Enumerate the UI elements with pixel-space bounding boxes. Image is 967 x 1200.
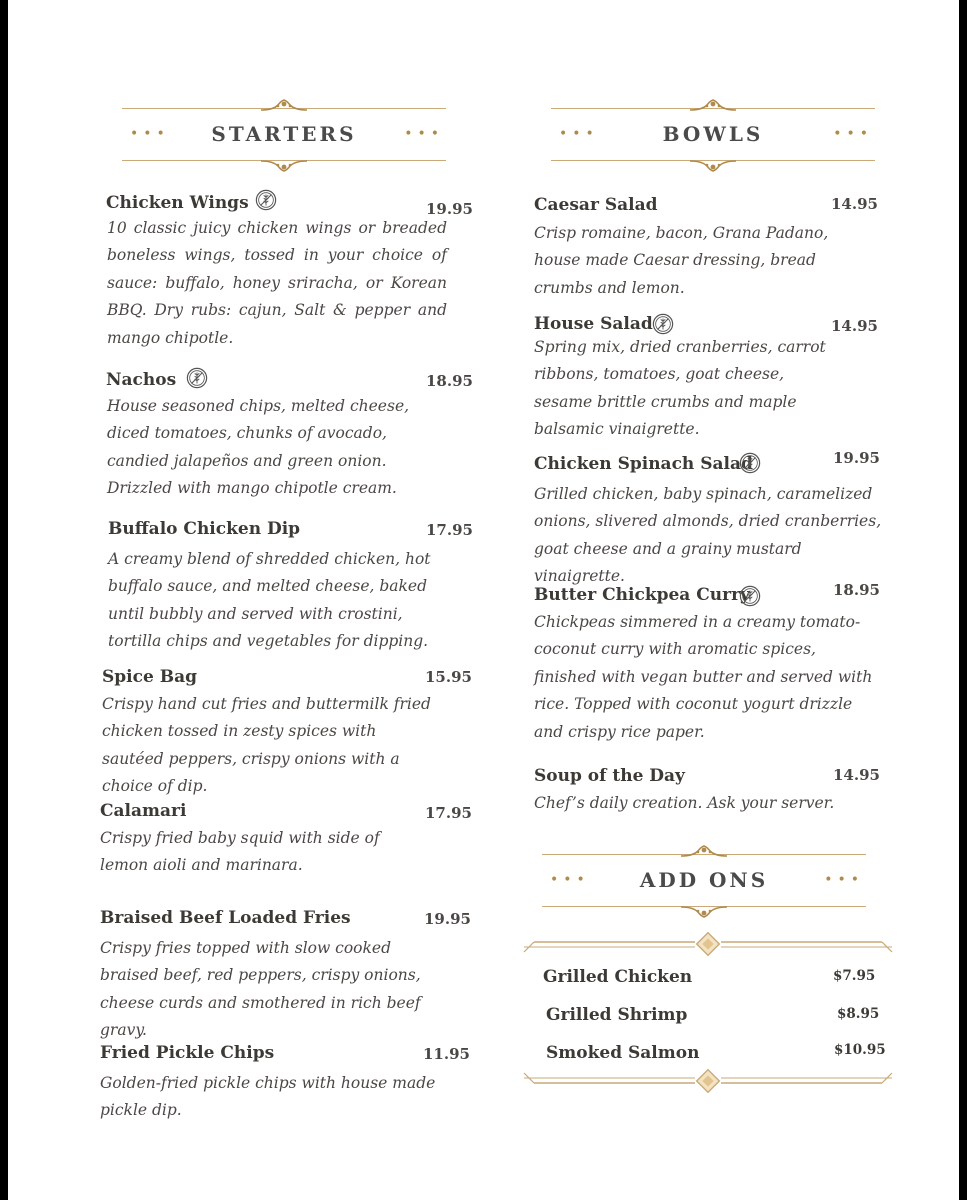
item-price: 19.95 xyxy=(833,449,880,467)
item-description: 10 classic juicy chicken wings or breaded boneless wings, tossed in your choice of sauce: buffalo, honey sriracha, or Korean BBQ. Dry rubs: cajun, Salt & pepper and mango chipotle. xyxy=(107,219,447,347)
item-price: 14.95 xyxy=(831,317,878,335)
item-description: Crispy fries topped with slow cooked braised beef, red peppers, crispy onions, cheese curds and smothered in rich beef gravy. xyxy=(100,939,421,1040)
item-name: Chicken Wings xyxy=(106,193,249,213)
item-description: House seasoned chips, melted cheese, diced tomatoes, chunks of avocado, candied jalapeños and green onion. Drizzled with mango chipotle cream. xyxy=(107,397,410,498)
item-name: Butter Chickpea Curry xyxy=(534,585,750,605)
dots-right: ••• xyxy=(404,126,444,142)
addon-name: Grilled Shrimp xyxy=(546,1005,688,1025)
item-price: 18.95 xyxy=(426,372,473,390)
dots-right: ••• xyxy=(824,872,864,888)
item-price: 19.95 xyxy=(426,200,473,218)
addon-name: Grilled Chicken xyxy=(543,967,693,987)
item-price: 11.95 xyxy=(423,1045,470,1063)
gluten-free-icon xyxy=(739,585,761,607)
item-name: Buffalo Chicken Dip xyxy=(108,519,301,539)
item-description: Spring mix, dried cranberries, carrot ribbons, tomatoes, goat cheese, sesame brittle crumbs and maple balsamic vinaigrette. xyxy=(534,338,826,439)
item-description: Grilled chicken, baby spinach, caramelized onions, slivered almonds, dried cranberries, goat cheese and a grainy mustard vinaigrette. xyxy=(534,485,882,586)
item-name: Braised Beef Loaded Fries xyxy=(100,908,351,928)
gluten-free-icon xyxy=(739,452,761,474)
bowls-header xyxy=(551,98,875,170)
item-price: 18.95 xyxy=(833,581,880,599)
ornament-icon xyxy=(688,160,738,172)
addons-header xyxy=(542,844,866,916)
deco-frame-bottom xyxy=(520,1066,896,1096)
item-description: Crispy fried baby squid with side of lemon aioli and marinara. xyxy=(100,829,380,875)
item-name: Chicken Spinach Salad xyxy=(534,454,753,474)
item-name: Calamari xyxy=(100,801,187,821)
item-name: Nachos xyxy=(106,370,177,390)
item-price: 19.95 xyxy=(424,910,471,928)
item-price: 15.95 xyxy=(425,668,472,686)
ornament-icon xyxy=(688,99,738,111)
deco-frame-top xyxy=(520,930,896,960)
addon-price: $7.95 xyxy=(833,968,876,984)
item-name: Fried Pickle Chips xyxy=(100,1043,275,1063)
ornament-icon xyxy=(259,99,309,111)
addon-name: Smoked Salmon xyxy=(546,1043,700,1063)
menu-page xyxy=(8,0,959,1200)
item-description: A creamy blend of shredded chicken, hot buffalo sauce, and melted cheese, baked until bubbly and served with crostini, tortilla chips and vegetables for dipping. xyxy=(108,550,431,651)
item-name: Spice Bag xyxy=(102,667,197,687)
gluten-free-icon xyxy=(255,189,277,211)
addon-price: $8.95 xyxy=(837,1006,880,1022)
item-price: 14.95 xyxy=(831,195,878,213)
item-name: Soup of the Day xyxy=(534,766,685,786)
ornament-icon xyxy=(679,845,729,857)
item-name: House Salad xyxy=(534,314,653,334)
dots-right: ••• xyxy=(833,126,873,142)
section-title: ADD ONS xyxy=(639,868,769,892)
dots-left: ••• xyxy=(130,126,170,142)
item-price: 14.95 xyxy=(833,766,880,784)
item-description: Chickpeas simmered in a creamy tomato-coconut curry with aromatic spices, finished with vegan butter and served with rice. Topped with coconut yogurt drizzle and crispy rice paper. xyxy=(534,613,873,741)
ornament-icon xyxy=(259,160,309,172)
addon-price: $10.95 xyxy=(834,1042,886,1058)
item-name: Caesar Salad xyxy=(534,195,658,215)
ornament-icon xyxy=(679,906,729,918)
item-price: 17.95 xyxy=(425,804,472,822)
item-price: 17.95 xyxy=(426,521,473,539)
gluten-free-icon xyxy=(186,367,208,389)
dots-left: ••• xyxy=(550,872,590,888)
dots-left: ••• xyxy=(559,126,599,142)
section-title: STARTERS xyxy=(211,122,357,146)
item-description: Crispy hand cut fries and buttermilk fried chicken tossed in zesty spices with sautéed peppers, crispy onions with a choice of dip. xyxy=(102,695,431,796)
item-description: Crisp romaine, bacon, Grana Padano, house made Caesar dressing, bread crumbs and lemon. xyxy=(534,224,829,297)
item-description: Chef’s daily creation. Ask your server. xyxy=(534,794,835,812)
item-description: Golden-fried pickle chips with house made pickle dip. xyxy=(100,1074,436,1120)
section-title: BOWLS xyxy=(662,122,764,146)
gluten-free-icon xyxy=(652,313,674,335)
starters-header xyxy=(122,98,446,170)
